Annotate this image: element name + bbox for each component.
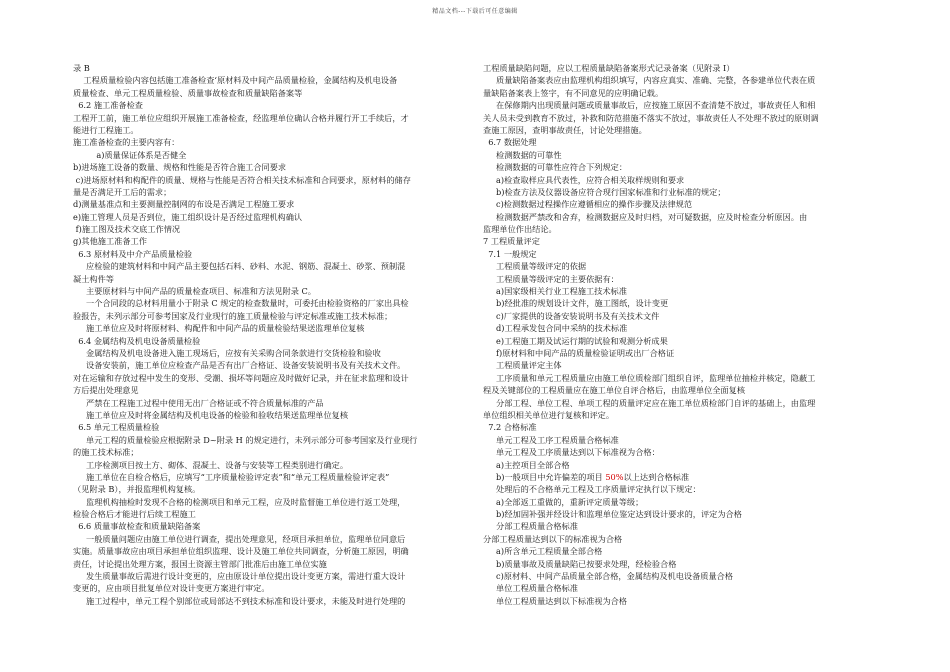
text-line: 单位工程质量达到以下标准视为合格 [483,595,628,606]
text-line: 施工单位应及时将原材料、构配件和中间产品的质量检验结果送监理单位复核 [73,323,365,334]
text-line: b)经批准的规划设计文件，施工图纸，设计变更 [483,298,669,309]
text-line: 6.4 金属结构及机电设备质量检验 [73,335,201,346]
text-line: 处理后的不合格单元工程及工序质量评定执行以下规定： [483,484,701,495]
text-line: 工程质量检验内容包括施工准备检查‘原材料及中间产品质量检验，金属结构及机电设备 [73,75,398,86]
text-line: 量是否满足开工后的需求； [73,186,172,197]
text-line: 应检验的建筑材料和中间产品主要包括石料、砂料、水泥、钢筋、混凝土、砂浆、预制混 [73,261,406,272]
text-line: 单元工程及工序质量达到以下标准视为合格： [483,447,660,458]
text-line: f)原材料和中间产品的质量检验证明或出厂合格证 [483,347,675,358]
text-line: 发生质量事故后需进行设计变更的，应由原设计单位提出设计变更方案，需进行重大设计 [73,571,406,582]
text-line: c)检测数据过程操作应遵循相应的操作步骤及法律规范 [483,199,693,210]
text-line: 在保修期内出现质量问题或质量事故后，应按施工原因不查清楚不放过，事故责任人和相 [483,100,816,111]
text-line: 监理单位作出结论。 [483,224,557,235]
text-line: 对在运输和存放过程中发生的变形、受潮、损坏等问题应及时做好记录，并在征求监理和设计 [73,372,409,383]
text-line: c)进场原材料和构配件的质量、规格与性能是否符合相关技术标准和合同要求，原材料的储存 [73,174,411,185]
text-line: b)进场施工设备的数量、规格和性能是否符合施工合同要求 [73,162,287,173]
text-line: 能进行工程施工。 [73,124,139,135]
text-line: 查施工原因，查明事故责任，讨论处理措施。 [483,124,647,135]
text-line: d)工程承发包合同中采纳的技术标准 [483,323,628,334]
text-line: b)检查方法及仪器设备应符合现行国家标准和行业标准的规定； [483,186,726,197]
text-line: 工序质量和单元工程质量应由施工单位质检部门组织自评，监理单位抽检并核定，隐蔽工 [483,372,816,383]
text-line: 变更的，应由项目批复单位对设计变更方案进行审定。 [73,583,270,594]
text-line: 严禁在工程施工过程中使用无出厂合格证或不符合质量标准的产品 [73,397,324,408]
text-line: a)检查取样应具代表性，应符合相关取样规则和要求 [483,174,685,185]
text-line: 关人员未受到教育不放过，补救和防范措施不落实不放过，事故责任人不处理不放过的原则调 [483,112,819,123]
text-line: 施工单位应及时将金属结构及机电设备的检验和验收结果送监理单位复核 [73,409,349,420]
text-line: 6.5 单元工程质量检验 [73,422,160,433]
text-line: 6.6 质量事故检查和质量缺陷备案 [73,521,201,532]
text-line: a)所含单元工程质量全部合格 [483,546,603,557]
text-line: b)质量事故及质量缺陷已按要求处理，经检验合格 [483,558,677,569]
text-line: 施工过程中，单元工程个别部位或局部达不到技术标准和设计要求，未能及时进行处理的 [73,595,406,606]
text-line: 工程质量缺陷问题，应以工程质量缺陷备案形式记录备案（见附录 I） [483,63,735,73]
text-line: c)厂家提供的设备安装说明书及有关技术文件 [483,310,660,321]
text-line: 方后提出处理意见 [73,385,139,396]
text-line: 7.2 合格标准 [483,422,537,433]
text-line: 工序检测项目按土方、砌体、混凝土、设备与安装等工程类别进行确定。 [73,459,349,470]
text-line: 一个合同段的总材料用量小于附录 C 规定的检查数量时，可委托由检验资格的厂家出具检 [73,298,409,309]
page-header: 精品文档---下载后可任意编辑 [432,8,518,15]
text-line: 量缺陷备案表上签字，有不同意见的应明确记载。 [483,87,664,98]
text-line: 7.1 一般规定 [483,248,537,259]
text-line: 分部工程质量合格标准 [483,521,578,532]
text-line: e)施工管理人员是否到位，施工组织设计是否经过监理机构确认 [73,211,303,222]
text-line: 检测数据的可靠性 [483,149,562,160]
text-line: 单位工程质量合格标准 [483,583,578,594]
text-line: 工程质量等级评定的主要依据有： [483,273,619,284]
text-line: 录 B [73,63,90,73]
text-segment: b)一般项目中允许偏差的项目 [483,471,606,482]
text-line: 7 工程质量评定 [483,236,540,247]
text-line: g)其他施工准备工作 [73,236,147,247]
text-line: a)质量保证体系是否健全 [73,149,187,160]
text-line: 检验合格后才能进行后续工程施工 [73,509,196,520]
text-line: 金属结构及机电设备进入施工现场后，应按有关采购合同条款进行交货检验和验收 [73,347,381,358]
text-line: 监理机构抽检时发现不合格的检测项目和单元工程，应及时监督施工单位进行返工处理， [73,496,406,507]
text-line: 验报告，未列示部分可参考国家及行业现行的施工质量检验与评定标准或施工技术标准； [73,310,393,321]
text-line: 的施工技术标准； [73,447,139,458]
text-line: 工程质量等级评定的依据 [483,261,587,272]
text-line: f)施工图及技术交底工作情况 [73,224,181,235]
text-line: 分部工程质量达到以下的标准视为合格 [483,533,623,544]
text-line: 单位组织相关单位进行复核和评定。 [483,409,615,420]
text-line: 6.7 数据处理 [483,137,537,148]
text-line: 检测数据的可靠性应符合下列规定： [483,162,628,173]
text-line: （见附录 B），并报监理机构复核。 [73,484,201,495]
text-line: 检测数据严禁改和舍弃，检测数据应及时归档，对可疑数据，应及时检查分析原因。由 [483,211,808,222]
text-line: e)工程施工期及试运行期的试验和观测分析成果 [483,335,668,346]
text-line: a)主控项目全部合格 [483,459,570,470]
text-line: c)原材料、中间产品质量全部合格，金属结构及机电设备质量合格 [483,571,734,582]
highlighted-percentage: 50% [605,471,624,482]
left-column [73,62,463,607]
text-line: 主要原材料与中间产品的质量检查项目、标准和方法见附录 C。 [73,286,316,297]
text-line: 设备安装前，施工单位应检查产品是否有出厂合格证、设备安装说明书及有关技术文件。 [73,360,406,371]
text-line: 质量检查、单元工程质量检验、质量事故检查和质量缺陷备案等 [73,87,303,98]
text-line: d)测量基准点和主要测量控制网的布设是否满足工程施工要求 [73,199,295,210]
text-line: 施工单位在自检合格后，应填写“工序质量检验评定表”和“单元工程质量检验评定表” [73,471,390,482]
text-line: 工程开工前，施工单位应组织开展施工准备检查，经监理单位确认合格并履行开工手续后，才 [73,112,409,123]
text-line: 施工准备检查的主要内容有： [73,137,180,148]
text-segment: 以上达到合格标准 [623,471,690,482]
text-line: 工程质量评定主体 [483,360,562,371]
text-line [483,471,878,483]
text-line: 单元工程及工序工程质量合格标准 [483,434,619,445]
text-line: a)全部返工重做的，重新评定质量等级； [483,496,644,507]
text-line: 责任，讨论提出处理方案，报国土资源主管部门批准后由施工单位实施 [73,558,327,569]
text-line: a)国家级相关行业工程施工技术标准 [483,286,627,297]
text-line: 质量缺陷备案表应由监理机构组织填写，内容应真实、准确、完整，各参建单位代表在质 [483,75,816,86]
text-line: 凝土构件等 [73,273,114,284]
text-line: 实施。质量事故应由项目承担单位组织监理、设计及施工单位共同调查，分析施工原因，明确 [73,546,409,557]
text-line: 分部工程、单位工程、单项工程的质量评定应在施工单位质检部门自评的基础上，由监理 [483,397,816,408]
right-column [483,62,878,607]
text-line: 一般质量问题应由施工单位进行调查，提出处理意见，经项目承担单位，监理单位同意后 [73,533,406,544]
text-line: 单元工程的质量检验应根据附录 D~附录 H 的规定进行，未列示部分可参考国家及行业现行 [73,434,418,445]
text-line: 程及关键部位的工程质量应在施工单位自评合格后，由监理单位全面复核 [483,385,746,396]
text-line: 6.3 原材料及中介产品质量检验 [73,248,193,259]
text-line: b)经加固补强并经设计和监理单位鉴定达到设计要求的，评定为合格 [483,509,742,520]
text-line: 6.2 施工准备检查 [73,100,143,111]
